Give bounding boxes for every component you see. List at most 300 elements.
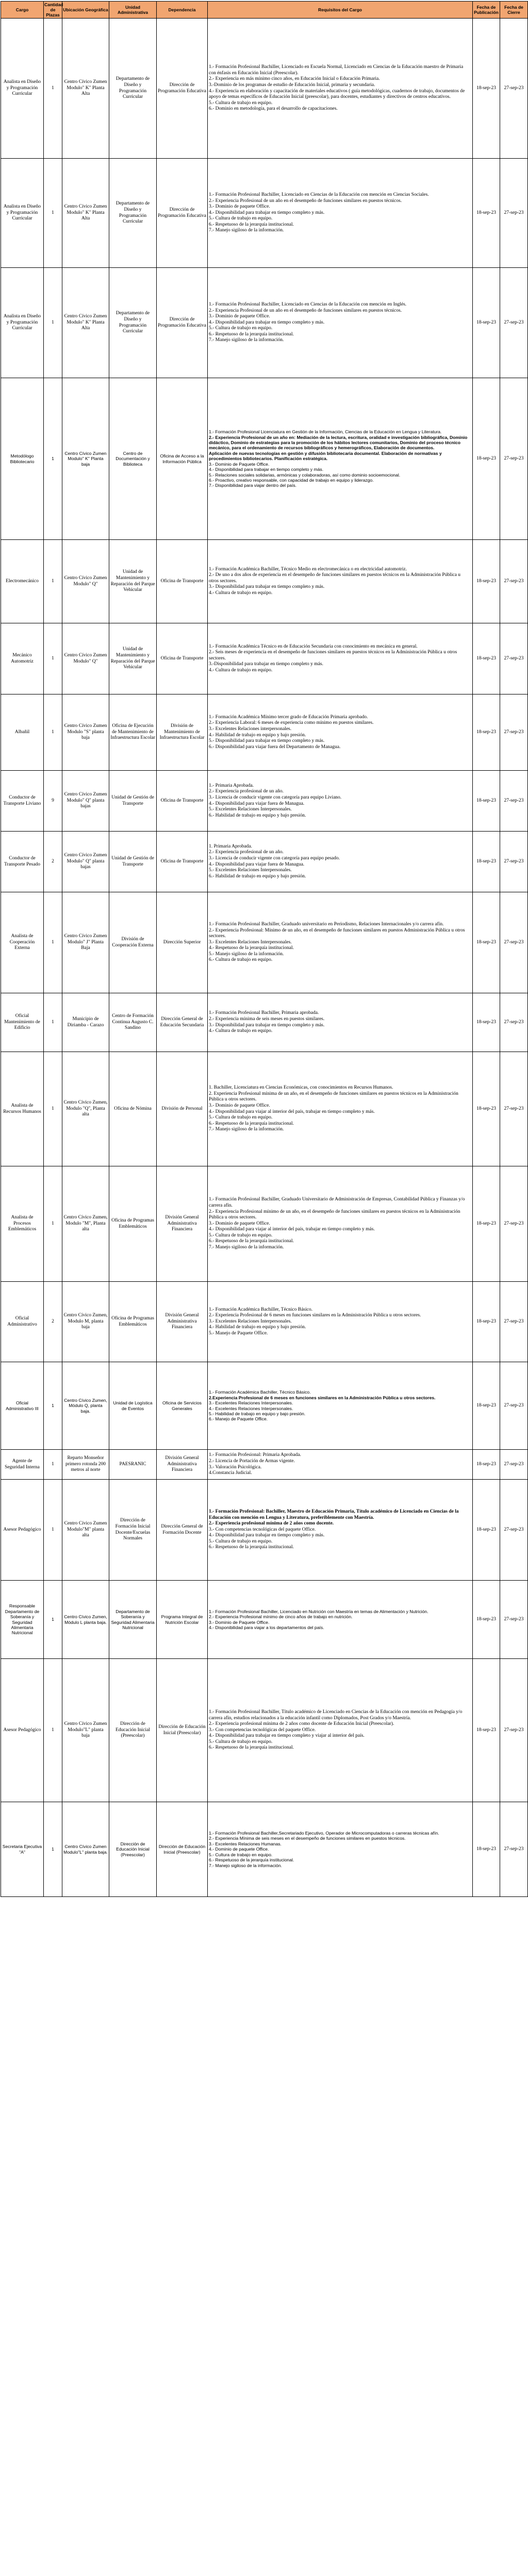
cell-dependencia: Oficina de Transporte	[157, 832, 208, 892]
cell-publicacion: 18-sep-23	[473, 1480, 500, 1581]
requirement-line: 4.- Habilidad de trabajo en equipo y bajo presión.	[209, 1325, 306, 1330]
cell-requisitos	[208, 1480, 473, 1581]
cell-unidad: Unidad de Gestión de Transporte	[109, 832, 157, 892]
cell-requisitos	[208, 623, 473, 694]
cell-dependencia: Oficina de Acceso a la Información Pública	[157, 378, 208, 540]
requirement-line: 3.- Excelentes Relaciones Interpersonales.	[209, 1400, 293, 1406]
requirement-line: 3.- Licencia de conducir vigente con categoría para equipo Liviano.	[209, 794, 342, 800]
cell-dependencia: División de Personal	[157, 1052, 208, 1166]
requirement-line: 6.- Manejo de Paquete Office.	[209, 1416, 268, 1422]
cell-cargo: Secretaria Ejecutiva "A"	[1, 1802, 44, 1897]
requirement-line: 1.- Formación Profesional Bachiller, Primaria aprobada.	[209, 1010, 319, 1016]
header-requisitos: Requisitos del Cargo	[208, 2, 473, 19]
requirement-line: 5.- Cultura de trabajo en equipo.	[209, 216, 273, 222]
requirement-line: 1.- Formación Profesional: Primaria Aprobada.	[209, 1452, 301, 1458]
cell-ubicacion: Centro Cívico Zumen, Módulo L planta baja.	[62, 1581, 109, 1659]
cell-cantidad: 1	[44, 623, 62, 694]
cell-cantidad: 1	[44, 1450, 62, 1480]
header-cantidad: Cantidad de Plazas	[44, 2, 63, 18]
cell-cargo: Oficial Administrativo	[1, 1282, 44, 1362]
cell-requisitos	[208, 1581, 473, 1659]
cell-unidad: Departamento de Soberanía y Seguridad Alimentaria Nutricional	[109, 1581, 157, 1659]
requirement-line: 1.- Formación Profesional Bachiller, Licenciado en Nutrición con Maestría en temas de Alimentación y Nutrición.	[209, 1608, 428, 1614]
cell-ubicacion: Centro Cívico Zumen Modulo" Q" planta bajas	[62, 832, 109, 892]
cell-unidad: Dirección de Educación Inicial (Preescolar)	[109, 1659, 157, 1802]
requirement-line: 1.- Formación Profesional Licenciatura en Gestión de la Información, Ciencias de la Educación en Lengua y Literatura.	[209, 429, 442, 435]
requirement-line: 2.- Experiencia Profesional: Mínimo de un año, en el desempeño de funciones similares en puestos Administración Pública u otros sectores.	[209, 927, 465, 939]
cell-publicacion: 18-sep-23	[473, 993, 500, 1052]
cell-publicacion: 18-sep-23	[473, 1362, 500, 1450]
requirement-line: 1.- Primaria Aprobada.	[209, 783, 254, 788]
requirement-line: 7.- Manejo sigiloso de la información.	[209, 1127, 284, 1132]
cell-ubicacion: Centro Cívico Zumen Modulo" Q" planta bajas	[62, 771, 109, 832]
cell-cierre: 27-sep-23	[500, 623, 528, 694]
table-row	[1, 1362, 528, 1450]
cell-cantidad: 1	[44, 268, 62, 378]
requirement-line: 5.- Cultura de trabajo en equipo.	[209, 1538, 273, 1544]
requirement-line: 2.- Seis meses de experiencia en el desempeño de funciones similares en puestos técnicos en la Administración Pública u otros sectores.	[209, 650, 457, 661]
cell-cantidad: 1	[44, 1362, 62, 1450]
requirement-line: 3.- Dominio de paquete Office.	[209, 314, 270, 319]
requirement-line: 4.- Cultura de trabajo en equipo.	[209, 667, 273, 673]
cell-requisitos	[208, 694, 473, 771]
requirement-line: 1. Bachiller, Licenciatura en Ciencias Económicas, con conocimientos en Recursos Humanos.	[209, 1085, 393, 1091]
cell-publicacion: 18-sep-23	[473, 832, 500, 892]
cell-unidad: Unidad de Mantenimiento y Reparación del Parque Vehicular	[109, 623, 157, 694]
cell-publicacion: 18-sep-23	[473, 1659, 500, 1802]
requirement-line: 3.- Dominio de Paquete Office.	[209, 1619, 270, 1625]
cell-ubicacion: Centro Cívico Zumen, Modulo "Q", Planta alta	[62, 1052, 109, 1166]
table-row	[1, 1480, 528, 1581]
requirement-line: 1.- Formación Profesional Bachiller, Título académico de Licenciado en Ciencias de la Educación con mención en Pedagogía y/o carrera afín, estudios relacionados a la educación infantil como Diplomados, Post Grados y/o Maestría.	[209, 1709, 463, 1721]
requirement-line: 3.- Disponibilidad para trabajar en tiempo completo y más.	[209, 1022, 325, 1028]
cell-ubicacion: Centro Cívico Zumen Modulo" Q"	[62, 623, 109, 694]
requirement-line: 3.- Dominio de paquete Office.	[209, 1221, 270, 1226]
requirement-line: 2.- Experiencia profesional mínima de 2 años como docente.	[209, 1521, 334, 1527]
requirement-line: 3.- Excelentes Relaciones Interpersonales.	[209, 939, 292, 945]
requirement-line: 6.- Dominio en metodología, para el desarrollo de capacitaciones.	[209, 106, 338, 112]
cell-requisitos	[208, 268, 473, 378]
cell-cantidad: 1	[44, 540, 62, 623]
cell-publicacion: 18-sep-23	[473, 1450, 500, 1480]
cell-dependencia: División General Administrativa Financiera	[157, 1450, 208, 1480]
table-row	[1, 1659, 528, 1802]
cell-ubicacion: Centro Cívico Zumen, Modulo M, planta baja	[62, 1282, 109, 1362]
cell-ubicacion: Reparto Monseñor primero rotonda 200 metros al norte	[62, 1450, 109, 1480]
requirement-line: 5.- Habilidad de trabajo en equipo y bajo presión.	[209, 1411, 306, 1416]
requirement-line: 4.- Respetuoso de la jerarquía institucional.	[209, 945, 294, 951]
cell-cierre: 27-sep-23	[500, 268, 528, 378]
requirement-line: 6.- Respetuoso de la jerarquía institucional.	[209, 222, 294, 227]
requirement-line: 4.- Cultura de trabajo en equipo.	[209, 1028, 273, 1034]
cell-cantidad: 1	[44, 159, 62, 268]
cell-ubicacion: Centro Cívico Zumen Modulo"L" planta baja	[62, 1659, 109, 1802]
cell-ubicacion: Centro Cívico Zumen Modulo" K" Planta baja	[62, 378, 109, 540]
cell-cargo: Agente de Seguridad Interna	[1, 1450, 44, 1480]
requirement-line: 3.- Disponibilidad para trabajar en tiempo completo y más.	[209, 584, 325, 590]
cell-ubicacion: Centro Cívico Zumen Modulo"L" planta baja.	[62, 1802, 109, 1897]
cell-cierre: 27-sep-23	[500, 159, 528, 268]
cell-requisitos	[208, 993, 473, 1052]
cell-unidad: Departamento de Diseño y Programación Curricular	[109, 19, 157, 159]
requirement-line: 2.- Experiencia profesional mínima de 2 años como docente de Educación Inicial (Preescolar).	[209, 1721, 394, 1727]
cell-requisitos	[208, 378, 473, 540]
table-row	[1, 1166, 528, 1282]
requirement-line: 4.- Disponibilidad para trabajar en tiempo completo y más.	[209, 1533, 325, 1538]
requirement-line: 4.- Disponibilidad para viajar al interior del país, trabajar en tiempo completo y más.	[209, 1227, 375, 1232]
requirement-line: 3.- Dominio de paquete Office.	[209, 1103, 270, 1108]
requirement-line: 5.- Manejo sigiloso de la información.	[209, 951, 284, 957]
cell-cierre: 27-sep-23	[500, 1480, 528, 1581]
table-row	[1, 694, 528, 771]
cell-dependencia: Dirección de Programación Educativa	[157, 159, 208, 268]
requirement-line: 5.- Manejo de Paquete Office.	[209, 1330, 268, 1336]
cell-requisitos	[208, 1659, 473, 1802]
table-body	[1, 19, 528, 1897]
requirement-line: 1. Primaria Aprobada.	[209, 843, 252, 849]
requirement-line: 3.- Dominio de paquete Office.	[209, 204, 270, 210]
requirement-line: 4.- Excelentes Relaciones Interpersonales.	[209, 1405, 293, 1411]
cell-unidad: Departamento de Diseño y Programación Curricular	[109, 268, 157, 378]
cell-cargo: Electromecánico	[1, 540, 44, 623]
header-cierre: Fecha de Cierre	[500, 2, 528, 19]
cell-publicacion: 18-sep-23	[473, 1282, 500, 1362]
table-row	[1, 993, 528, 1052]
cell-dependencia: Dirección de Programación Educativa	[157, 268, 208, 378]
cell-unidad: Unidad de Mantenimiento y Reparación del Parque Vehicular	[109, 540, 157, 623]
cell-dependencia: Oficina de Transporte	[157, 623, 208, 694]
cell-cierre: 27-sep-23	[500, 540, 528, 623]
requirement-line: 1.- Formación Profesional Bachiller, Licenciado en Escuela Normal, Licenciado en Ciencias de la Educación maestro de Primaria con énfasis en Educación Inicial (Preescolar).	[209, 64, 464, 76]
cell-cantidad: 1	[44, 1581, 62, 1659]
requirement-line: 7.- Manejo sigiloso de la información.	[209, 1245, 284, 1250]
requirement-line: 5.- Excelentes Relaciones Interpersonales.	[209, 807, 292, 812]
requirement-line: 3.- Con competencias tecnológicas del paquete Office.	[209, 1527, 316, 1532]
cell-dependencia: Oficina de Transporte	[157, 540, 208, 623]
cell-publicacion: 18-sep-23	[473, 1581, 500, 1659]
cell-cierre: 27-sep-23	[500, 1362, 528, 1450]
cell-cantidad: 1	[44, 694, 62, 771]
cell-cantidad: 1	[44, 1480, 62, 1581]
requirement-line: 3.-Dominio de los programas de estudio de Educación Inicial, primaria y secundaria.	[209, 82, 375, 88]
cell-cargo: Oficial Mantenimiento de Edificio	[1, 993, 44, 1052]
requirement-line: 2. Experiencia Profesional mínima de un año, en el desempeño de funciones similares en puestos técnicos en la Administración Pública u otros sectores.	[209, 1091, 458, 1103]
requirement-line: 3.- Licencia de conducir vigente con categoría para equipo pesado.	[209, 855, 340, 861]
cell-cierre: 27-sep-23	[500, 832, 528, 892]
cell-unidad: Oficina de Ejecución de Mantenimiento de Infraestructura Escolar	[109, 694, 157, 771]
requirement-line: 1.- Formación Académica Mínimo tercer grado de Educación Primaria aprobado.	[209, 714, 368, 720]
cell-cierre: 27-sep-23	[500, 1581, 528, 1659]
header-unidad: Unidad Administrativa	[109, 2, 157, 19]
table-row	[1, 19, 528, 159]
cell-publicacion: 18-sep-23	[473, 268, 500, 378]
cell-cargo: Conductor de Transporte Pesado	[1, 832, 44, 892]
cell-requisitos	[208, 1052, 473, 1166]
cell-ubicacion: Centro Cívico Zumen Modulo" Q"	[62, 540, 109, 623]
cell-cantidad: 1	[44, 1802, 62, 1897]
requirement-line: 1.- Formación Profesional Bachiller, Graduado universitario en Periodismo, Relaciones Internacionales y/o carrera afín.	[209, 921, 444, 927]
cell-cierre: 27-sep-23	[500, 1052, 528, 1166]
cell-requisitos	[208, 1450, 473, 1480]
requirement-line: 4.- Disponibilidad para trabajar en tiempo completo y más.	[209, 319, 325, 325]
table-row	[1, 378, 528, 540]
requirement-line: 5.- Cultura de trabajo en equipo.	[209, 326, 273, 331]
cell-unidad: Oficina de Programas Emblemáticos	[109, 1166, 157, 1282]
requirement-line: 5.- Cultura de trabajo en equipo.	[209, 1115, 273, 1121]
requirement-line: 1.- Formación Profesional: Bachiller, Maestro de Educación Primaria, Título académico de Licenciado en Ciencias de la Educación con mención en Lengua y Literatura, preferiblemente con Maestría.	[209, 1509, 459, 1520]
requirement-line: 2.- De uno a dos años de experiencia en el desempeño de funciones similares en puestos técnicos en la Administración Pública u otros sectores.	[209, 572, 461, 584]
cell-requisitos	[208, 1362, 473, 1450]
requirement-line: 6.- Respetuoso de la jerarquía institucional.	[209, 1745, 294, 1751]
cell-cargo: Oficial Administrativo III	[1, 1362, 44, 1450]
cell-requisitos	[208, 540, 473, 623]
requirement-line: 4.- Disponibilidad para viajar a los departamentos del país.	[209, 1624, 324, 1630]
requirement-line: 5.- Cultura de trabajo en equipo.	[209, 1232, 273, 1238]
cell-cierre: 27-sep-23	[500, 771, 528, 832]
cell-cierre: 27-sep-23	[500, 993, 528, 1052]
requirement-line: 2.- Licencia de Portación de Armas vigente.	[209, 1458, 295, 1464]
cell-ubicacion: Centro Cívico Zumen, Modulo "M", Planta alta	[62, 1166, 109, 1282]
requirement-line: 2.- Experiencia Profesional mínimo de un año, en el desempeño de funciones similares en puestos técnicos en la Administración Pública u otros sectores.	[209, 1209, 460, 1221]
cell-unidad: Dirección de Educación Inicial (Preescolar)	[109, 1802, 157, 1897]
header-dependencia: Dependencia	[157, 2, 208, 19]
cell-cantidad: 1	[44, 19, 62, 159]
requirement-line: 2.- Experiencia Laboral: 6 meses de experiencia como mínimo en puestos similares.	[209, 720, 374, 726]
requirement-line: 2.- Experiencia profesional de un año.	[209, 850, 284, 855]
requirement-line: 7.- Manejo sigiloso de la información.	[209, 1862, 282, 1868]
table-row	[1, 623, 528, 694]
requirement-line: 2.- Experiencia Profesional de un año en el desempeño de funciones similares en puestos técnicos.	[209, 198, 402, 204]
requirement-line: 1.- Formación Académica Técnico en de Educación Secundaria con conocimiento en mecánica en general.	[209, 643, 418, 649]
requirement-line: 6.- Habilidad de trabajo en equipo y bajo presión.	[209, 873, 306, 879]
cell-cargo: Analista de Procesos Emblemáticos	[1, 1166, 44, 1282]
table-row	[1, 159, 528, 268]
requirement-line: 2.- Experiencia Profesional de un año en: Mediación de la lectura, escritura, oralidad e investigación bibliográfica, Dominio didáctico, Dominio de estrategias para la promoción de los hábitos lectores comunitarios, Dominio del proceso técnico mecánico, para el ordenamiento de recursos bibliográficos y hemerográficos, Elaboración de documentos.	[209, 434, 468, 451]
cell-cantidad: 1	[44, 1659, 62, 1802]
cell-unidad: Dirección de Formación Inicial Docente/Escuelas Normales	[109, 1480, 157, 1581]
table-row	[1, 832, 528, 892]
requirement-line: 3.- Excelentes Relaciones Interpersonales.	[209, 1318, 292, 1324]
cell-cierre: 27-sep-23	[500, 1166, 528, 1282]
cell-cargo: Mecánico Automotriz	[1, 623, 44, 694]
cell-publicacion: 18-sep-23	[473, 378, 500, 540]
cell-dependencia: Oficina de Transporte	[157, 771, 208, 832]
requirement-line: 6.- Respetuoso de la jerarquía institucional.	[209, 1121, 294, 1126]
requirement-line: 5.- Cultura de trabajo en equipo.	[209, 1852, 273, 1857]
cell-dependencia: División General Administrativa Financiera	[157, 1282, 208, 1362]
cell-publicacion: 18-sep-23	[473, 159, 500, 268]
cell-cantidad: 2	[44, 1282, 62, 1362]
requirement-line: 1.- Formación Profesional Bachiller, Graduado Universitario de Administración de Empresas, Contabilidad Pública y Finanzas y/o carrera afín.	[209, 1197, 465, 1208]
cell-unidad: Centro de Formación Continua Augusto C. Sandino	[109, 993, 157, 1052]
requirement-line: 6.- Habilidad de trabajo en equipo y bajo presión.	[209, 812, 306, 818]
cell-requisitos	[208, 19, 473, 159]
cell-cargo: Asesor Pedagógico	[1, 1480, 44, 1581]
requirement-line: 6.- Cultura de trabajo en equipo.	[209, 957, 273, 963]
requirement-line: 4.- Disponibilidad para viajar fuera de Managua.	[209, 801, 305, 806]
cell-publicacion: 18-sep-23	[473, 1802, 500, 1897]
cell-requisitos	[208, 159, 473, 268]
requirement-line: 5.- Cultura de trabajo en equipo.	[209, 100, 273, 106]
cell-dependencia: Dirección de Educación Inicial (Preescolar)	[157, 1659, 208, 1802]
cell-unidad: Departamento de Diseño y Programación Curricular	[109, 159, 157, 268]
cell-cargo: Conductor de Transporte Liviano	[1, 771, 44, 832]
cell-unidad: Centro de Documentación y Biblioteca	[109, 378, 157, 540]
vacancy-table	[1, 1, 528, 1897]
requirement-line: 3.- Excelentes Relaciones interpersonales.	[209, 726, 292, 732]
cell-cargo: Asesor Pedagógico	[1, 1659, 44, 1802]
cell-requisitos	[208, 892, 473, 993]
table-row	[1, 1282, 528, 1362]
table-row	[1, 771, 528, 832]
requirement-line: 1.- Formación Profesional Bachiller, Licenciado en Ciencias de la Educación con mención en Ciencias Sociales.	[209, 192, 429, 197]
cell-publicacion: 18-sep-23	[473, 19, 500, 159]
cell-unidad: Unidad de Gestión de Transporte	[109, 771, 157, 832]
cell-publicacion: 18-sep-23	[473, 694, 500, 771]
table-header-row	[1, 2, 528, 19]
requirement-line: 1.- Formación Profesional Bachiller, Licenciado en Ciencias de la Educación con mención en Inglés.	[209, 301, 407, 307]
cell-dependencia: Dirección Superior	[157, 892, 208, 993]
cell-ubicacion: Municipio de Diriamba - Carazo	[62, 993, 109, 1052]
requirement-line: 5.- Disponibilidad para trabajar en tiempo completo y más.	[209, 738, 325, 744]
cell-publicacion: 18-sep-23	[473, 623, 500, 694]
requirement-line: 2.- Experiencia profesional de un año.	[209, 789, 284, 794]
requirement-line: 1.- Formación Académica Bachiller, Técnico Básico.	[209, 1307, 312, 1312]
requirement-line: 4.Constancia Judicial.	[209, 1470, 252, 1476]
cell-dependencia: Oficina de Servicios Generales	[157, 1362, 208, 1450]
cell-cargo: Albañil	[1, 694, 44, 771]
cell-cargo: Metodólogo Bibliotecario	[1, 378, 44, 540]
cell-cantidad: 2	[44, 832, 62, 892]
header-publicacion: Fecha de Publicación	[473, 2, 500, 19]
cell-cierre: 27-sep-23	[500, 19, 528, 159]
cell-cantidad: 1	[44, 993, 62, 1052]
requirement-line: 3.-Disponibilidad para trabajar en tiempo completo y más.	[209, 662, 323, 667]
requirement-line: 4.- Disponibilidad para trabajar en tiempo completo y más.	[209, 467, 324, 472]
requirement-line: 4.- Disponibilidad para trabajar en tiempo completo y más.	[209, 210, 325, 215]
cell-ubicacion: Centro Cívico Zumen Modulo" K" Planta Alta	[62, 19, 109, 159]
table-row	[1, 1802, 528, 1897]
cell-dependencia: División General Administrativa Financiera	[157, 1166, 208, 1282]
requirement-line: 1.- Formación Académica Bachiller, Técnico Medio en electromecánica o en electricidad automotriz.	[209, 566, 407, 572]
cell-ubicacion: Centro Cívico Zumen Modulo" K" Planta Alta	[62, 159, 109, 268]
requirement-line: 2.Experiencia Profesional de 6 meses en funciones similares en la Administración Pública u otros sectores.	[209, 1395, 436, 1400]
requirement-line: 7.- Manejo sigiloso de la información.	[209, 337, 284, 343]
requirement-line: 1.- Formación Profesional Bachiller,Secretariado Ejecutivo, Operador de Microcomputadoras o carreras técnicas afín.	[209, 1831, 439, 1836]
cell-unidad: Oficina de Programas Emblemáticos	[109, 1282, 157, 1362]
requirement-line: 4.- Cultura de trabajo en equipo.	[209, 590, 273, 596]
header-ubicacion: Ubicación Geográfica	[62, 2, 109, 19]
cell-cargo: Analista en Diseño y Programación Curricular	[1, 19, 44, 159]
requirement-line: 4.- Disponibilidad para trabajar en tiempo completo y viajar al interior del país.	[209, 1733, 365, 1739]
cell-publicacion: 18-sep-23	[473, 1052, 500, 1166]
cell-cantidad: 1	[44, 1166, 62, 1282]
table-row	[1, 1052, 528, 1166]
cell-ubicacion: Centro Cívico Zumen, Módulo Q, planta baja.	[62, 1362, 109, 1450]
cell-cargo: Analista en Diseño y Programación Curricular	[1, 159, 44, 268]
cell-unidad: Unidad de Logística de Eventos	[109, 1362, 157, 1450]
cell-cierre: 27-sep-23	[500, 1659, 528, 1802]
cell-cierre: 27-sep-23	[500, 1802, 528, 1897]
cell-requisitos	[208, 1282, 473, 1362]
cell-dependencia: Dirección de Educación Inicial (Preescolar)	[157, 1802, 208, 1897]
requirement-line: 2.- Experiencia Profesional de 6 meses en funciones similares en la Administración Pública u otros sectores.	[209, 1313, 421, 1318]
requirement-line: 5.- Cultura de trabajo en equipo.	[209, 1739, 273, 1744]
requirement-line: 7.- Disponibilidad para viajar dentro del país.	[209, 483, 297, 488]
cell-publicacion: 18-sep-23	[473, 892, 500, 993]
requirement-line: 2.- Experiencia mínima de seis meses en puestos similares.	[209, 1016, 325, 1022]
requirement-line: 2.- Experiencia Profesional de un año en el desempeño de funciones similares en puestos técnicos.	[209, 308, 402, 313]
requirement-line: 2.- Experiencia Mínima de seis meses en el desempeño de funciones similares en puestos técnicos.	[209, 1836, 406, 1841]
cell-ubicacion: Centro Cívico Zumen Modulo "S" planta baja	[62, 694, 109, 771]
requirement-line: 6.- Respetuoso de la jerarquía institucional.	[209, 331, 294, 337]
requirement-line: 2.- Experiencia en más mínimo cinco años, en Educación Inicial o Educación Primaria.	[209, 76, 380, 82]
cell-cantidad: 1	[44, 1052, 62, 1166]
cell-cierre: 27-sep-23	[500, 694, 528, 771]
cell-cargo: Analista en Diseño y Programación Curricular	[1, 268, 44, 378]
cell-cantidad: 9	[44, 771, 62, 832]
cell-dependencia: Programa Integral de Nutrición Escolar	[157, 1581, 208, 1659]
requirement-line: 4.- Habilidad de trabajo en equipo y bajo presión.	[209, 732, 306, 738]
requirement-line: 4.- Experiencia en elaboración y capacitación de materiales educativos ( guía metodológicas, cuadernos de trabajo, documentos de apoyo de temas específicos de Educación Inicial (preescolar), para docentes, estudiantes y directivos de centros educativos.	[209, 88, 465, 100]
table-row	[1, 1581, 528, 1659]
cell-publicacion: 18-sep-23	[473, 540, 500, 623]
cell-dependencia: Dirección General de Formación Docente	[157, 1480, 208, 1581]
cell-dependencia: Dirección General de Educación Secundaria	[157, 993, 208, 1052]
table-row	[1, 540, 528, 623]
cell-ubicacion: Centro Cívico Zumen Modulo" J" Planta Baja	[62, 892, 109, 993]
cell-ubicacion: Centro Cívico Zumen Modulo"M" planta alta	[62, 1480, 109, 1581]
table-row	[1, 892, 528, 993]
cell-cierre: 27-sep-23	[500, 1282, 528, 1362]
requirement-line: 1.- Formación Académica Bachiller, Técnico Básico.	[209, 1389, 311, 1395]
requirement-line: 4.- Dominio de paquete Office.	[209, 1846, 269, 1852]
cell-cierre: 27-sep-23	[500, 892, 528, 993]
cell-publicacion: 18-sep-23	[473, 1166, 500, 1282]
table-row	[1, 268, 528, 378]
requirement-line: 6.- Disponibilidad para viajar fuera del Departamento de Managua.	[209, 744, 341, 750]
cell-requisitos	[208, 1166, 473, 1282]
cell-cargo: Analista de Cooperación Externa	[1, 892, 44, 993]
requirement-line: Aplicación de nuevas tecnologías en gestión y difusión bibliotecaria documental. Elaboración de normativas y procedimientos bibliotecarios. Planificación estratégica.	[209, 450, 442, 462]
requirement-line: 3.- Con competencias tecnológicas del paquete Office.	[209, 1727, 316, 1733]
requirement-line: 7.- Manejo sigiloso de la información.	[209, 228, 284, 233]
requirement-line: 6.- Respetuoso de la jerarquía institucional.	[209, 1239, 294, 1244]
cell-dependencia: Dirección de Programación Educativa	[157, 19, 208, 159]
cell-cantidad: 1	[44, 892, 62, 993]
header-cargo: Cargo	[1, 2, 44, 19]
requirement-line: 6.- Respetuoso de la jerarquía institucional.	[209, 1545, 294, 1550]
cell-cierre: 27-sep-23	[500, 378, 528, 540]
cell-unidad: PAESRANIC	[109, 1450, 157, 1480]
requirement-line: 4.- Disponibilidad para viajar fuera de Managua.	[209, 861, 305, 867]
cell-requisitos	[208, 1802, 473, 1897]
cell-cierre: 27-sep-23	[500, 1450, 528, 1480]
cell-unidad: División de Cooperación Externa	[109, 892, 157, 993]
cell-unidad: Oficina de Nómina	[109, 1052, 157, 1166]
requirement-line: 4.- Disponibilidad para viajar al interior del país, trabajar en tiempo completo y más.	[209, 1109, 375, 1114]
requirement-line: 3.- Valoración Psicológica.	[209, 1464, 262, 1470]
requirement-line: 5.- Excelentes Relaciones Interpersonales.	[209, 868, 292, 873]
table-row	[1, 1450, 528, 1480]
requirement-line: 6.- Respetuoso de la jerarquía institucional.	[209, 1857, 294, 1863]
cell-cargo: Responsable Departamento de Soberanía y Seguridad Alimentaria Nutricional	[1, 1581, 44, 1659]
cell-publicacion: 18-sep-23	[473, 771, 500, 832]
cell-requisitos	[208, 832, 473, 892]
cell-dependencia: División de Mantenimiento de Infraestructura Escolar	[157, 694, 208, 771]
cell-requisitos	[208, 771, 473, 832]
requirement-line: 3.- Dominio de Paquete Office.	[209, 461, 270, 467]
